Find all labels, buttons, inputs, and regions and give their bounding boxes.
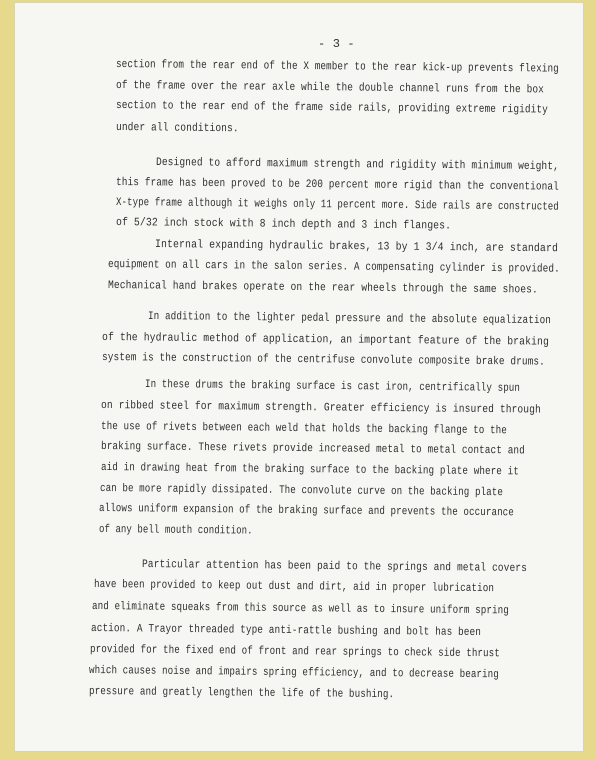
text-line: of any bell mouth condition.	[98, 524, 253, 538]
text-line: equipment on all cars in the salon series. A compensating cylinder is provided.	[107, 259, 560, 276]
text-line: aid in drawing heat from the braking surface to the backing plate where it	[100, 462, 519, 479]
text-line: Particular attention has been paid to the springs and metal covers	[141, 559, 528, 576]
text-line: section from the rear end of the X member to the rear kick-up prevents flexing	[115, 59, 559, 76]
text-line: Designed to afford maximum strength and rigidity with minimum weight,	[155, 157, 560, 174]
text-line: of 5/32 inch stock with 8 inch depth and 3 inch flanges.	[115, 217, 452, 233]
text-line: In these drums the braking surface is cast iron, centrifically spun	[144, 379, 521, 395]
text-line: this frame has been proved to be 200 percent more rigid than the conventional	[115, 177, 559, 194]
text-line: action. A Trayor threaded type anti-rattle bushing and bolt has been	[90, 623, 482, 640]
text-line: section to the rear end of the frame side rails, providing extreme rigidity	[115, 100, 548, 117]
text-line: of the hydraulic method of application, an important feature of the braking	[101, 332, 549, 349]
text-line: allows uniform expansion of the braking surface and prevents the occurance	[98, 503, 514, 520]
page-number: - 3 -	[318, 37, 355, 51]
text-line: pressure and greatly lengthen the life of the bushing.	[88, 686, 395, 702]
document-page	[15, 3, 583, 751]
text-line: Mechanical hand brakes operate on the rear wheels through the same shoes.	[107, 280, 538, 297]
text-line: In addition to the lighter pedal pressure and the absolute equalization	[147, 311, 552, 328]
text-line: Internal expanding hydraulic brakes, 13 by 1 3/4 inch, are standard	[154, 239, 559, 256]
text-line: the use of rivets between each weld that holds the backing flange to the	[100, 421, 508, 438]
text-line: X-type frame although it weighs only 11 percent more. Side rails are constructed	[115, 197, 559, 214]
text-line: under all conditions.	[115, 122, 239, 136]
text-line: have been provided to keep out dust and dirt, aid in proper lubrication	[93, 579, 495, 596]
text-line: can be more rapidly dissipated. The convolute curve on the backing plate	[99, 483, 504, 500]
text-line: which causes noise and impairs spring efficiency, and to decrease bearing	[88, 665, 499, 682]
text-line: system is the construction of the centrifuse convolute composite brake drums.	[101, 352, 545, 369]
text-line: on ribbed steel for maximum strength. Greater efficiency is insured through	[100, 400, 541, 417]
text-line: braking surface. These rivets provide increased metal to metal contact and	[100, 441, 525, 458]
text-line: and eliminate squeaks from this source as well as to insure uniform spring	[91, 601, 510, 618]
text-line: of the frame over the rear axle while the double channel runs from the box	[115, 80, 545, 97]
text-line: provided for the fixed end of front and rear springs to check side thrust	[89, 644, 500, 661]
